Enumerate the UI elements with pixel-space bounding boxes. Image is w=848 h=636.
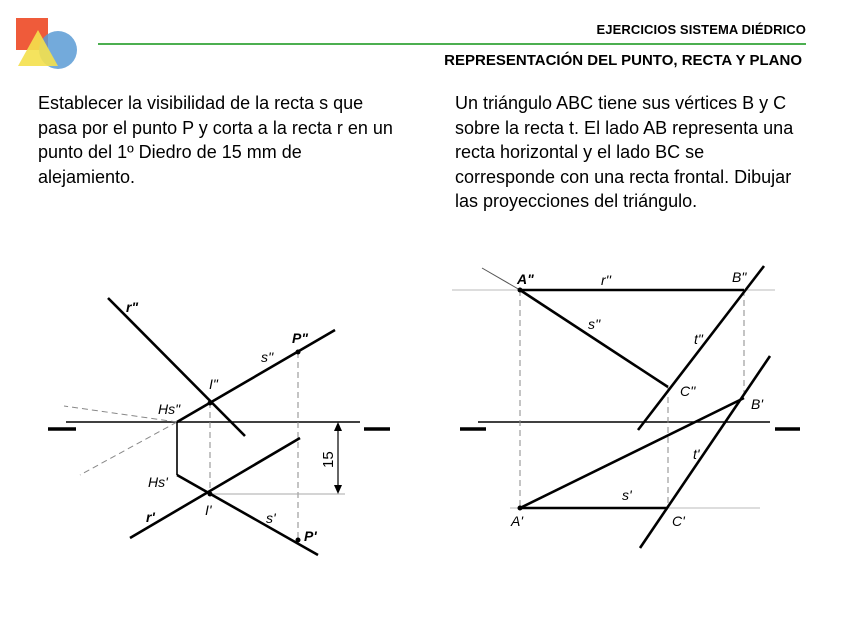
s-horizontal-projection (177, 475, 318, 555)
course-title: EJERCICIOS SISTEMA DIÉDRICO (596, 22, 806, 37)
t-horizontal-projection (640, 356, 770, 548)
exercise-2-drawing (452, 266, 800, 548)
dimension-arrow-top (334, 422, 342, 431)
point-p-vertical (296, 350, 301, 355)
label-hs-horizontal: Hs' (148, 474, 168, 490)
label-b-horizontal: B' (751, 396, 764, 412)
label-p-horizontal: P' (304, 528, 317, 544)
label-p-vertical: P" (292, 330, 308, 346)
label-t-vertical: t" (694, 331, 703, 347)
exercise-1-drawing (48, 298, 390, 555)
label-s-horizontal-2: s' (622, 487, 632, 503)
exercise-2-statement: Un triángulo ABC tiene sus vértices B y C sobre la recta t. El lado AB representa una recta horizontal y el lado BC se corresponde con una recta frontal. Dibujar las proyecciones del triángulo. (455, 93, 794, 211)
label-r-horizontal: r' (146, 509, 155, 525)
point-a-horizontal (518, 506, 523, 511)
label-r-vertical-2: r'' (601, 272, 612, 288)
label-hs-vertical: Hs" (158, 401, 181, 417)
label-s-vertical-2: s'' (588, 316, 601, 332)
exercise-1-statement: Establecer la visibilidad de la recta s que pasa por el punto P y corta a la recta r en un punto del 1º Diedro de 15 mm de alejamiento. (38, 93, 393, 187)
s-vertical-projection (177, 330, 335, 422)
point-a-vertical (518, 288, 523, 293)
label-c-horizontal: C' (672, 513, 685, 529)
label-i-horizontal: I' (205, 502, 212, 518)
point-p-horizontal (296, 538, 301, 543)
a-extension-line (482, 268, 520, 290)
label-b-vertical: B" (732, 269, 747, 285)
topic-title: REPRESENTACIÓN DEL PUNTO, RECTA Y PLANO (444, 52, 802, 69)
label-s-horizontal: s' (266, 510, 276, 526)
label-s-vertical: s'' (261, 349, 274, 365)
label-c-vertical: C'' (680, 383, 696, 399)
label-a-horizontal: A' (511, 513, 524, 529)
label-t-horizontal: t' (693, 446, 700, 462)
label-r-vertical: r" (126, 299, 139, 315)
s-vertical-side (520, 290, 668, 387)
point-i-vertical (208, 401, 213, 406)
point-i-horizontal (208, 492, 213, 497)
ab-horizontal-side (520, 398, 744, 508)
label-i-vertical: I" (209, 376, 218, 392)
label-a-vertical: A" (517, 271, 534, 287)
label-distance: 15 (320, 451, 337, 468)
dimension-arrow-bottom (334, 485, 342, 494)
s-horizontal-hidden-part (80, 422, 177, 475)
